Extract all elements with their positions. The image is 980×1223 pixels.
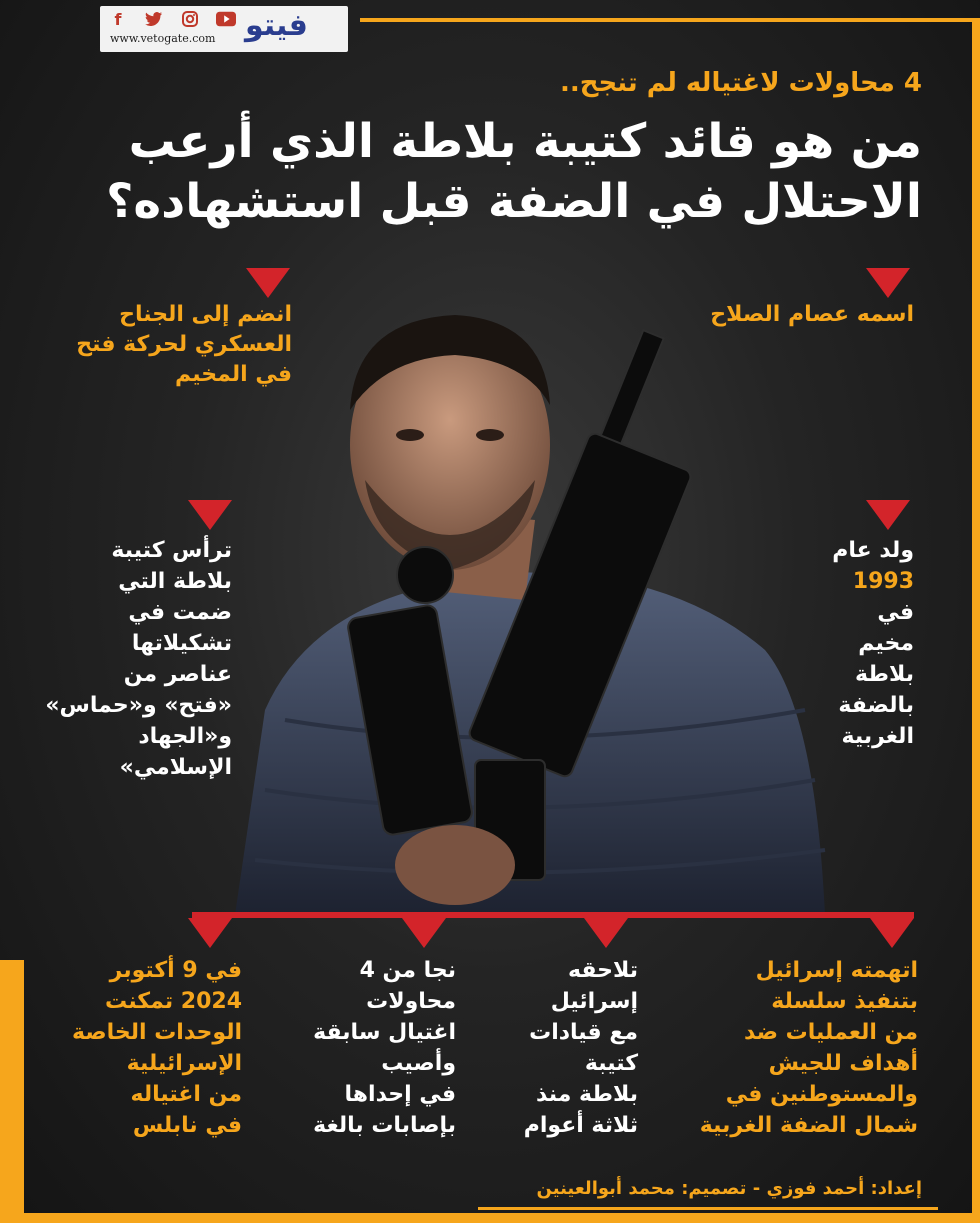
info-line: وأصيب [381,1051,456,1076]
info-name [710,300,914,330]
info-line: إسرائيل [550,989,638,1014]
info-led [45,535,232,783]
info-line: اسمه عصام الصلاح [710,302,914,327]
info-line: والمستوطنين في [725,1082,918,1107]
social-links [108,10,236,28]
frame-bottom-bar [0,1213,980,1223]
info-line: بتنفيذ سلسلة [771,989,918,1014]
youtube-icon[interactable] [216,10,236,28]
info-line: مع قيادات [529,1020,638,1045]
info-line: الوحدات الخاصة [72,1020,242,1045]
info-line: ضمت في [128,600,232,625]
info-line: تلاحقه [568,958,638,983]
info-line: اتهمته إسرائيل [755,958,918,983]
info-line: الإسرائيلية [126,1051,242,1076]
info-chased [524,955,638,1141]
info-line: الغربية [841,724,914,749]
info-line: من العمليات ضد [743,1020,918,1045]
credit-separator: - [746,1178,761,1199]
info-line: ولد عام [832,538,914,563]
credit-design: تصميم: محمد أبوالعينين [536,1178,747,1199]
instagram-icon[interactable] [180,10,200,28]
info-line: مخيم [858,631,914,656]
page-title: من هو قائد كتيبة بلاطة الذي أرعب الاحتلال في الضفة قبل استشهاده؟ [106,114,922,229]
info-line: و«الجهاد [138,724,232,749]
marker-triangle [584,918,628,948]
credit-underline [478,1207,938,1210]
marker-triangle [402,918,446,948]
info-line: في 9 أكتوبر [109,958,242,983]
info-line: عناصر من [123,662,232,687]
info-born [832,535,914,752]
info-line: اغتيال سابقة [313,1020,456,1045]
info-joined [76,300,292,390]
info-line: نجا من 4 [359,958,456,983]
info-line: بالضفة [838,693,914,718]
info-line: ثلاثة أعوام [523,1113,638,1138]
credit-prepared: إعداد: أحمد فوزي [766,1178,922,1199]
info-line: تشكيلاتها [131,631,232,656]
info-line: انضم إلى الجناح [119,302,292,327]
info-line: من اغتياله [130,1082,242,1107]
info-line: محاولات [366,989,456,1014]
info-line: بلاطة التي [118,569,232,594]
frame-left-bar [0,960,24,1223]
info-line: كتيبة [584,1051,638,1076]
frame-right-bar [972,18,980,1223]
marker-triangle [188,500,232,530]
info-line: بلاطة [854,662,914,687]
credits [537,1178,922,1199]
info-line: في نابلس [132,1113,242,1138]
info-line: بإصابات بالغة [313,1113,456,1138]
info-line: في إحداها [344,1082,456,1107]
info-line: أهداف للجيش [768,1051,918,1076]
info-survived [313,955,456,1141]
timeline-bar [192,912,914,918]
info-killed [72,955,242,1141]
site-url[interactable]: www.vetogate.com [110,32,216,45]
marker-triangle [188,918,232,948]
kicker-headline: 4 محاولات لاغتياله لم تنجح.. [560,68,922,98]
info-line: بلاطة منذ [536,1082,638,1107]
info-line: شمال الضفة الغربية [699,1113,918,1138]
facebook-icon[interactable]: f [114,9,122,29]
info-line: «فتح» و«حماس» [45,693,232,718]
info-line: في المخيم [175,362,292,387]
marker-triangle [866,268,910,298]
info-line: الإسلامي» [119,755,232,780]
info-line: العسكري لحركة فتح [76,332,292,357]
marker-triangle [866,500,910,530]
marker-triangle [870,918,914,948]
twitter-icon[interactable] [144,10,164,28]
info-line: ترأس كتيبة [111,538,232,563]
info-line: 2024 تمكنت [105,989,242,1014]
info-line: في [877,600,914,625]
frame-top-bar [360,18,980,22]
info-line: 1993 [852,569,914,594]
info-accused [700,955,918,1141]
brand-logo: فيتو [245,8,308,43]
portrait-photo [225,290,835,915]
marker-triangle [246,268,290,298]
